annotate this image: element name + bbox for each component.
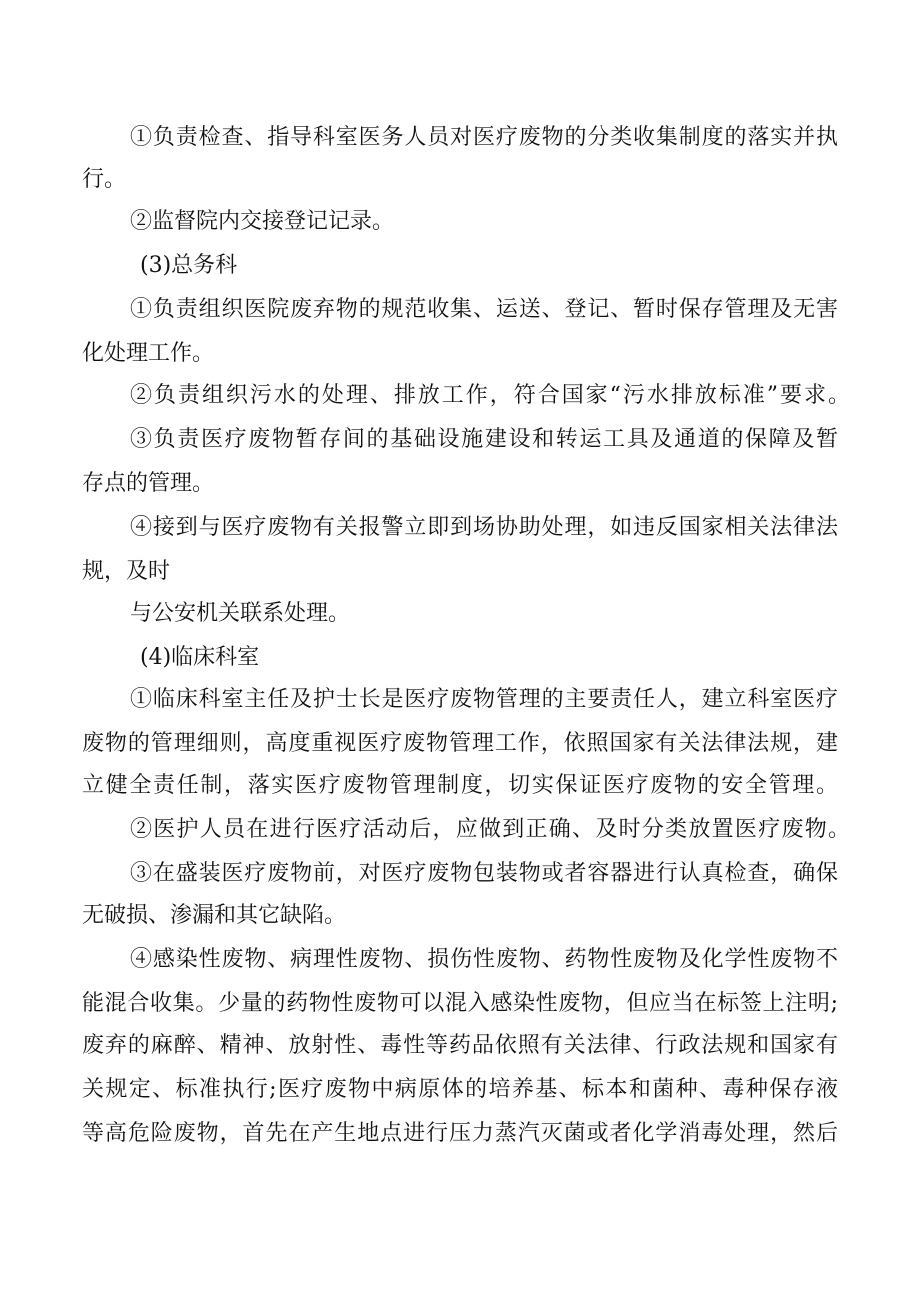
text-line: ②监督院内交接登记记录。	[130, 209, 395, 234]
text-line: ④接到与医疗废物有关报警立即到场协助处理，如违反国家相关法律法	[130, 515, 839, 540]
text-line: 存点的管理。	[82, 471, 215, 496]
text-line: ①临床科室主任及护士长是医疗废物管理的主要责任人，建立科室医疗	[130, 687, 839, 712]
text-line: 化处理工作。	[82, 341, 215, 366]
text-line: 立健全责任制，落实医疗废物管理制度，切实保证医疗废物的安全管理。	[82, 773, 840, 798]
text-line: ①负责检查、指导科室医务人员对医疗废物的分类收集制度的落实并执	[130, 125, 839, 150]
text-line: 关规定、标准执行;医疗废物中病原体的培养基、标本和菌种、毒种保存液	[82, 1077, 840, 1102]
text-line: 能混合收集。少量的药物性废物可以混入感染性废物，但应当在标签上注明;	[82, 991, 839, 1016]
text-line: ①负责组织医院废弃物的规范收集、运送、登记、暂时保存管理及无害	[130, 297, 839, 322]
text-line: ②医护人员在进行医疗活动后，应做到正确、及时分类放置医疗废物。	[130, 817, 852, 842]
section-heading: (3)总务科	[140, 253, 238, 278]
text-line: 等高危险废物，首先在产生地点进行压力蒸汽灭菌或者化学消毒处理，然后	[82, 1121, 839, 1146]
text-line: 无破损、渗漏和其它缺陷。	[82, 903, 347, 928]
text-line: 废物的管理细则，高度重视医疗废物管理工作，依照国家有关法律法规，建	[82, 731, 839, 756]
text-line: 规，及时	[82, 559, 171, 584]
text-line: ③负责医疗废物暂存间的基础设施建设和转运工具及通道的保障及暂	[130, 427, 840, 452]
text-line: 行。	[82, 167, 127, 192]
text-line: 废弃的麻醉、精神、放射性、毒性等药品依照有关法律、行政法规和国家有	[82, 1033, 839, 1058]
text-line: ②负责组织污水的处理、排放工作，符合国家“污水排放标准”要求。	[130, 383, 852, 408]
text-line: ③在盛装医疗废物前，对医疗废物包装物或者容器进行认真检查，确保	[130, 861, 839, 886]
text-line: ④感染性废物、病理性废物、损伤性废物、药物性废物及化学性废物不	[130, 947, 839, 972]
section-heading: (4)临床科室	[140, 645, 260, 670]
text-line: 与公安机关联系处理。	[130, 601, 351, 626]
